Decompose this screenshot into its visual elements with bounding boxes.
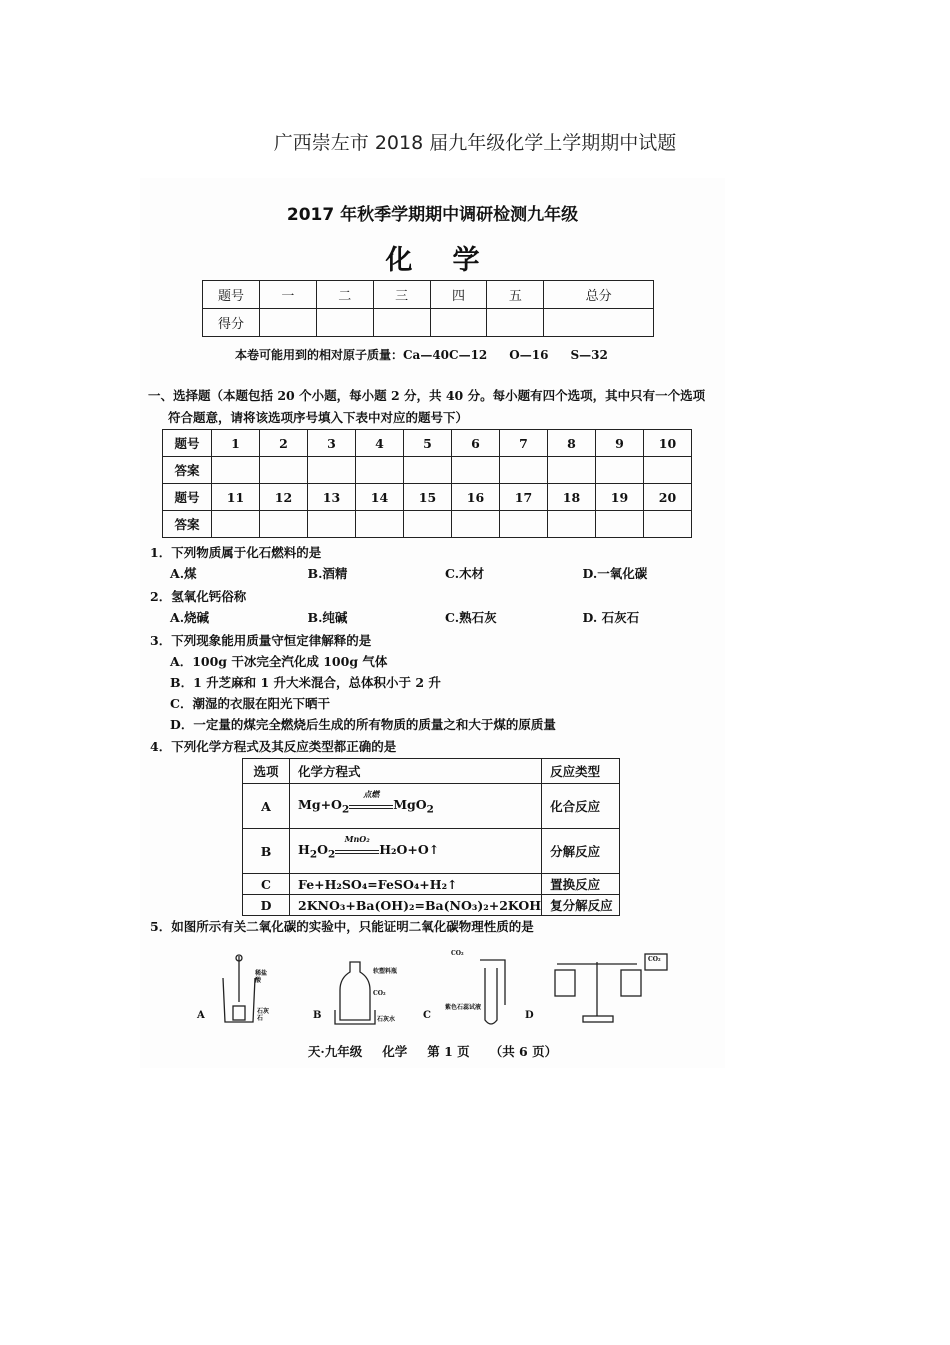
page-footer: 天·九年级 化学 第 1 页 （共 6 页） bbox=[307, 1044, 558, 1059]
table-row: 题号 1 2 3 4 5 6 7 8 9 10 bbox=[163, 430, 692, 457]
score-cell: 三 bbox=[373, 281, 430, 309]
score-cell: 一 bbox=[260, 281, 317, 309]
answer-table bbox=[162, 429, 692, 538]
score-cell bbox=[487, 309, 544, 337]
table-row: 题号 11 12 13 14 15 16 17 18 19 20 bbox=[163, 484, 692, 511]
score-cell: 总分 bbox=[544, 281, 654, 309]
question-3: 3．下列现象能用质量守恒定律解释的是 A．100g 干冰完全汽化成 100g 气体 B．1 升芝麻和 1 升大米混合，总体积小于 2 升 C．潮湿的衣服在阳光下晒干 D．一定量的煤完全燃烧后生成的所有物质的质量之和大于煤的原质量 bbox=[150, 633, 556, 732]
score-cell bbox=[316, 309, 373, 337]
section-intro: 一、选择题（本题包括 20 个小题，每小题 2 分，共 40 分。每小题有四个选项，其中只有一个选项 符合题意，请将该选项序号填入下表中对应的题号下） bbox=[148, 388, 706, 425]
table-row: D 2KNO₃+Ba(OH)₂=Ba(NO₃)₂+2KOH 复分解反应 bbox=[243, 895, 620, 916]
table-row: 答案 bbox=[163, 511, 692, 538]
equation-b: $H_2O_2$ MnO₂ H₂O+O↑ bbox=[290, 829, 542, 874]
equation-a: $Mg+O_2$ 点燃 MgO$_2$ bbox=[290, 784, 542, 829]
table-row bbox=[203, 281, 654, 309]
equation-table bbox=[242, 758, 620, 916]
score-cell: 五 bbox=[487, 281, 544, 309]
score-cell bbox=[260, 309, 317, 337]
table-row bbox=[203, 309, 654, 337]
atomic-masses: 本卷可能用到的相对原子质量：Ca—40C—12 O—16 S—32 bbox=[235, 348, 608, 362]
score-cell: 四 bbox=[430, 281, 487, 309]
question-5: 5．如图所示有关二氧化碳的实验中，只能证明二氧化碳物理性质的是 bbox=[150, 919, 534, 934]
table-row: A $Mg+O_2$ 点燃 MgO$_2$ 化合反应 bbox=[243, 784, 620, 829]
question-4: 4．下列化学方程式及其反应类型都正确的是 bbox=[150, 739, 397, 754]
score-cell bbox=[430, 309, 487, 337]
table-row: B $H_2O_2$ MnO₂ H₂O+O↑ 分解反应 bbox=[243, 829, 620, 874]
score-cell: 得分 bbox=[203, 309, 260, 337]
score-cell: 题号 bbox=[203, 281, 260, 309]
table-row: 答案 bbox=[163, 457, 692, 484]
exam-header: 2017 年秋季学期期中调研检测九年级 bbox=[286, 205, 579, 225]
question-2: 2．氢氧化钙俗称 A.烧碱 B.纯碱 C.熟石灰 D. 石灰石 bbox=[150, 589, 640, 625]
experiment-figures: A B C D 稀盐酸 石灰石 软塑料瓶 CO₂ 石灰水 CO₂ 紫色石蕊试液 CO₂ bbox=[195, 950, 675, 1030]
document-title: 广西崇左市 2018 届九年级化学上学期期中试题 bbox=[273, 132, 677, 154]
scanned-exam-page bbox=[140, 178, 725, 1068]
table-row: 选项 化学方程式 反应类型 bbox=[243, 759, 620, 784]
score-cell bbox=[373, 309, 430, 337]
exam-subject: 化学 bbox=[385, 245, 520, 276]
score-cell: 二 bbox=[316, 281, 373, 309]
question-1: 1．下列物质属于化石燃料的是 A.煤 B.酒精 C.木材 D.一氧化碳 bbox=[150, 545, 648, 581]
score-cell bbox=[544, 309, 654, 337]
score-table bbox=[202, 280, 654, 337]
table-row: C Fe+H₂SO₄=FeSO₄+H₂↑ 置换反应 bbox=[243, 874, 620, 895]
